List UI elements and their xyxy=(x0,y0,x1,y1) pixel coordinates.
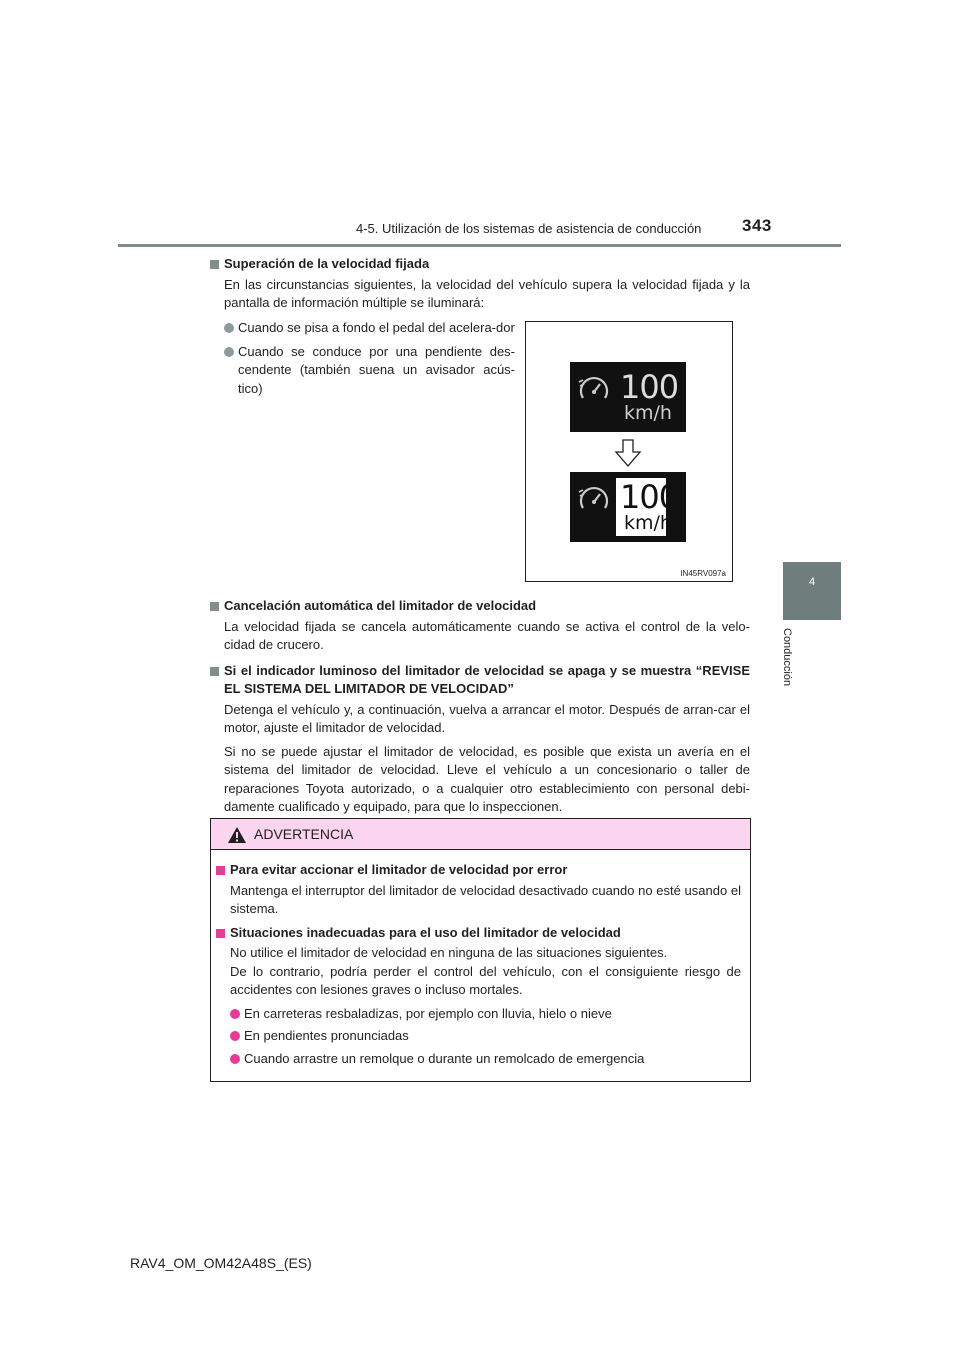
section-heading: Cancelación automática del limitador de velocidad xyxy=(210,597,750,616)
speed-unit: km/h xyxy=(624,512,672,534)
speed-value: 100 xyxy=(620,478,679,516)
chapter-label: Conducción xyxy=(781,628,793,687)
round-bullet-icon xyxy=(230,1054,240,1064)
speed-limiter-icon xyxy=(576,482,612,518)
round-bullet-icon xyxy=(224,347,234,357)
warning-paragraph: Mantenga el interruptor del limitador de velocidad desactivado cuando no esté usando el sistema. xyxy=(230,882,741,916)
section-exceed-speed xyxy=(210,255,750,313)
warning-body xyxy=(216,861,741,1068)
round-bullet-icon xyxy=(224,323,234,333)
speed-value: 100 xyxy=(620,368,679,406)
list-item: Cuando arrastre un remolque o durante un remolcado de emergencia xyxy=(216,1050,741,1069)
section-paragraph: En las circunstancias siguientes, la velocidad del vehículo supera la velocidad fijada y la pantalla de información múltiple se iluminará: xyxy=(224,276,750,310)
warning-label: ADVERTENCIA xyxy=(254,826,354,842)
exceed-bullets xyxy=(210,319,515,398)
round-bullet-icon xyxy=(230,1031,240,1041)
list-item: En carreteras resbaladizas, por ejemplo con lluvia, hielo o nieve xyxy=(216,1005,741,1024)
header-rule xyxy=(118,244,841,247)
round-bullet-icon xyxy=(230,1009,240,1019)
warning-heading: Situaciones inadecuadas para el uso del limitador de velocidad xyxy=(216,924,741,943)
square-bullet-icon xyxy=(216,866,225,875)
list-item: Cuando se conduce por una pendiente des-cendente (también suena un avisador acús-tico) xyxy=(210,343,515,399)
chapter-tab xyxy=(783,562,841,620)
warning-box xyxy=(210,818,751,1082)
warning-paragraph: De lo contrario, podría perder el control del vehículo, con el consiguiente riesgo de accidentes con lesiones graves o incluso mortales. xyxy=(230,963,741,997)
page-number: 343 xyxy=(742,216,772,235)
section-heading: Si el indicador luminoso del limitador de velocidad se apaga y se muestra “REVISE EL SISTEMA DEL LIMITADOR DE VELOCIDAD” xyxy=(210,662,750,699)
manual-code: RAV4_OM_OM42A48S_(ES) xyxy=(130,1255,312,1271)
warning-header xyxy=(211,819,750,850)
list-item: En pendientes pronunciadas xyxy=(216,1027,741,1046)
section-paragraph: Detenga el vehículo y, a continuación, vuelva a arrancar el motor. Después de arran-car el motor, ajuste el limitador de velocidad. xyxy=(224,701,750,735)
chapter-label-wrap xyxy=(781,628,811,708)
warning-triangle-icon xyxy=(227,826,247,844)
square-bullet-icon xyxy=(210,667,219,676)
section-heading: Superación de la velocidad fijada xyxy=(210,255,750,274)
speed-display-figure xyxy=(525,321,733,582)
section-title: 4-5. Utilización de los sistemas de asistencia de conducción xyxy=(356,221,702,236)
speed-unit: km/h xyxy=(624,402,672,424)
section-paragraph: Si no se puede ajustar el limitador de velocidad, es posible que exista un avería en el sistema del limitador de velocidad. Lleve el vehículo a un concesionario o taller de reparaciones Toyota autorizado, o a cualquier otro establecimiento con personal debi-damente cualificado y equipado, para que lo inspeccionen. xyxy=(224,743,750,814)
square-bullet-icon xyxy=(210,602,219,611)
speed-limiter-icon xyxy=(576,372,612,408)
square-bullet-icon xyxy=(210,260,219,269)
warning-heading: Para evitar accionar el limitador de velocidad por error xyxy=(216,861,741,880)
figure-code: IN45RV097a xyxy=(680,569,726,578)
warning-paragraph: No utilice el limitador de velocidad en ninguna de las situaciones siguientes. xyxy=(230,945,668,960)
section-paragraph: La velocidad fijada se cancela automáticamente cuando se activa el control de la velo-cidad de crucero. xyxy=(224,618,750,652)
display-panel-normal xyxy=(570,362,686,432)
square-bullet-icon xyxy=(216,929,225,938)
list-item: Cuando se pisa a fondo el pedal del acelera-dor xyxy=(210,319,515,338)
display-panel-lit xyxy=(570,472,686,542)
chapter-number: 4 xyxy=(808,576,816,588)
arrow-down-icon xyxy=(614,438,642,468)
section-auto-cancel xyxy=(210,597,750,817)
